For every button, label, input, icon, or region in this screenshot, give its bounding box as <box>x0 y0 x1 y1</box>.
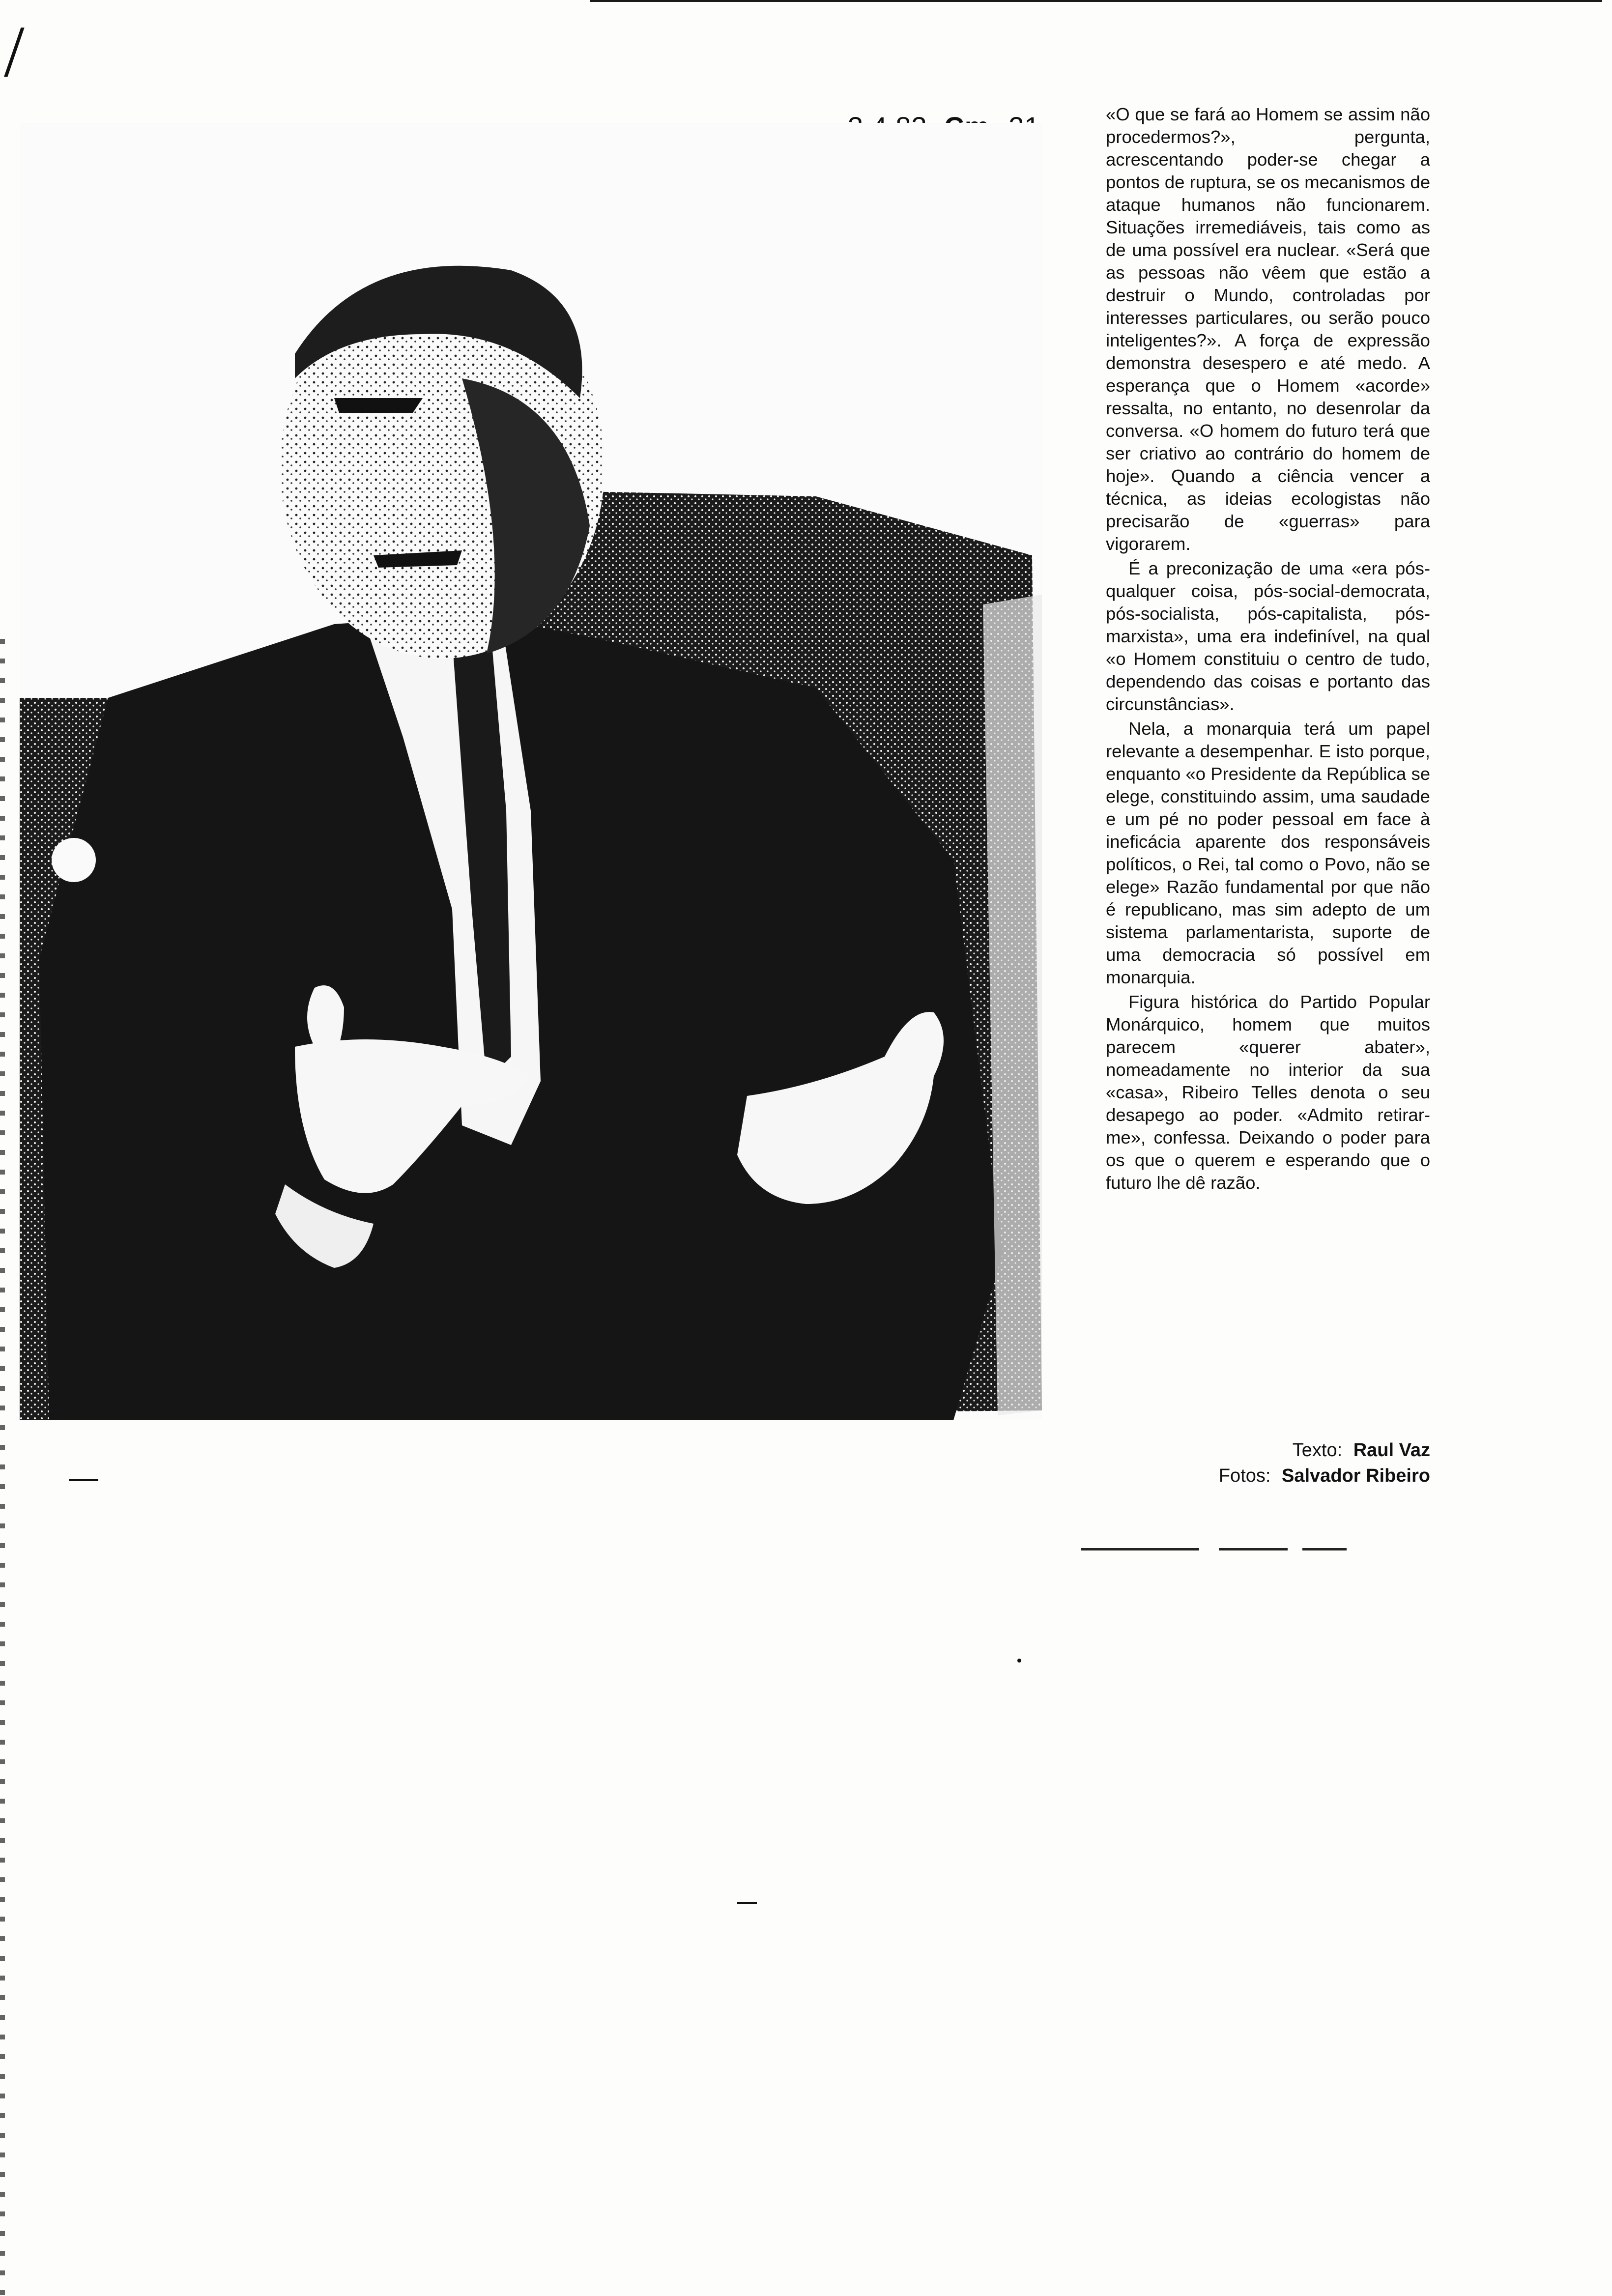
photo-credit-label: Fotos: <box>1218 1465 1271 1486</box>
article-column <box>1106 103 1430 1194</box>
article-paragraph: «O que se fará ao Homem se assim não procedermos?», pergunta, acrescentando poder-se chegar a pontos de ruptura, se os mecanismos de ataque humanos não funcionarem. Situações irremediáveis, tais como as de uma possível era nuclear. «Será que as pessoas não vêem que estão a destruir o Mundo, controladas por interesses particulares, ou serão pouco inteligentes?». A força de expressão demonstra desespero e até medo. A esperança que o Homem «acorde» ressalta, no entanto, no desenrolar da conversa. «O homem do futuro terá que ser criativo ao contrário do homem de hoje». Quando a ciência vencer a técnica, as ideias ecologistas não precisarão de «guerras» para vigorarem. <box>1106 104 1430 554</box>
top-scan-line <box>590 0 1602 2</box>
portrait-photo <box>20 123 1042 1420</box>
text-credit-author: Raul Vaz <box>1353 1440 1430 1461</box>
stray-mark <box>1017 1659 1021 1663</box>
binding-edge-marks <box>0 639 5 2296</box>
photo-light-spot <box>52 838 96 882</box>
bottom-rule-mid <box>1219 1548 1288 1550</box>
scan-slash-mark: / <box>4 11 25 92</box>
stray-mark <box>69 1479 98 1481</box>
article-credits <box>1106 1437 1430 1489</box>
stray-mark <box>737 1902 757 1904</box>
text-credit <box>1106 1437 1430 1463</box>
photo-credit <box>1106 1463 1430 1489</box>
text-credit-label: Texto: <box>1292 1440 1343 1461</box>
bottom-rule-short <box>1302 1548 1347 1550</box>
photo-credit-author: Salvador Ribeiro <box>1282 1465 1430 1486</box>
article-paragraph: Figura histórica do Partido Popular Monárquico, homem que muitos parecem «querer abater», nomeadamente no interior da sua «casa», Ribeiro Telles denota o seu desapego ao poder. «Admito retirar-me», confessa. Deixando o poder para os que o querem e esperando que o futuro lhe dê razão. <box>1106 992 1430 1193</box>
photo-brow <box>334 398 423 413</box>
article-paragraph: Nela, a monarquia terá um papel relevante a desempenhar. E isto porque, enquanto «o Presidente da República se elege, constituindo assim, uma saudade e um pé no poder pessoal em face à ineficácia aparente dos responsáveis políticos, o Rei, tal como o Povo, não se elege» Razão fundamental por que não é republicano, mas sim adepto de um sistema parlamentarista, suporte de uma democracia só possível em monarquia. <box>1106 718 1430 987</box>
article-paragraph: É a preconização de uma «era pós-qualquer coisa, pós-social-democrata, pós-socialista, pós-capitalista, pós-marxista», uma era indefinível, na qual «o Homem constituiu o centro de tudo, dependendo das coisas e portanto das circunstâncias». <box>1106 558 1430 714</box>
bottom-rule-long <box>1081 1548 1199 1550</box>
